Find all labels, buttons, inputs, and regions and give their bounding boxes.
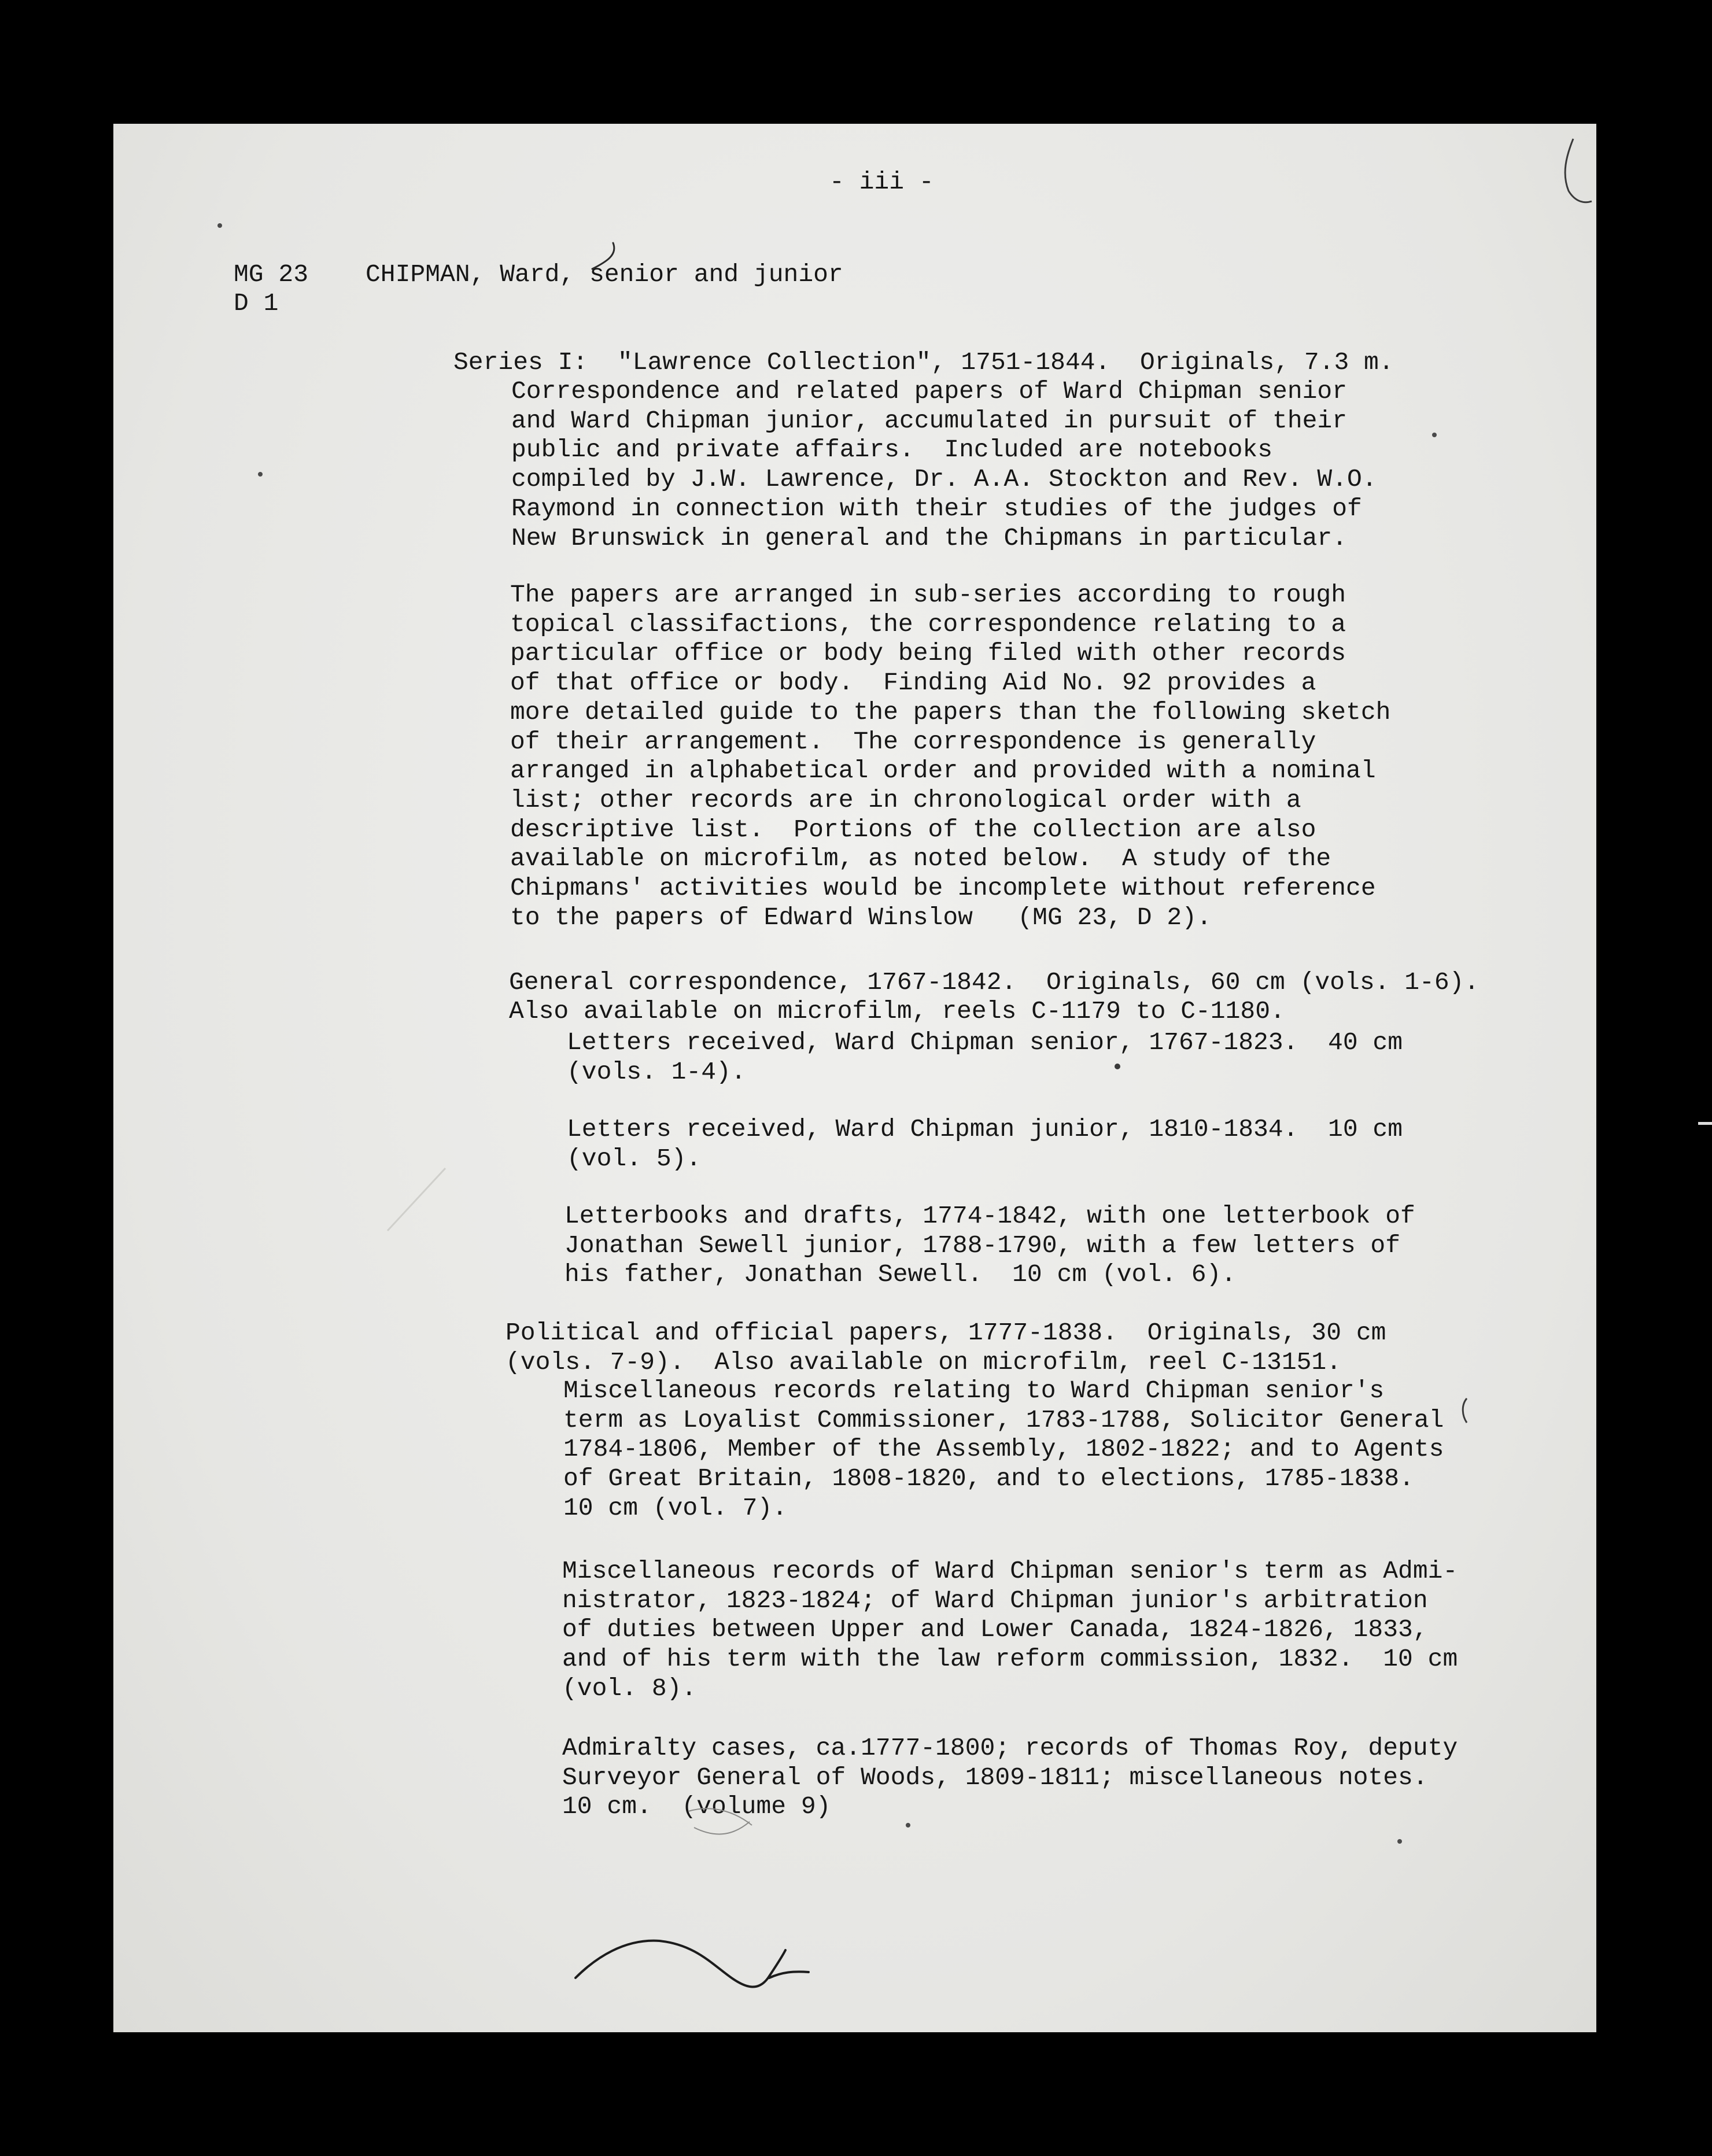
general-correspondence-item: Letters received, Ward Chipman senior, 1767-1823. 40 cm (vols. 1-4).	[567, 1028, 1403, 1086]
political-papers-item: Miscellaneous records relating to Ward Chipman senior's term as Loyalist Commissioner, 1783-1788, Solicitor General 1784-1806, Member of the Assembly, 1802-1822; and to Agents of Great Britain, 1808-1820, and to elections, 1785-1838. 10 cm (vol. 7).	[563, 1376, 1444, 1522]
document-page	[113, 124, 1596, 2032]
document-title: CHIPMAN, Ward, senior and junior	[366, 260, 843, 289]
page-number: - iii -	[829, 168, 934, 196]
reference-mg: MG 23	[234, 260, 309, 289]
edge-tick	[1698, 1122, 1712, 1125]
series-description: Correspondence and related papers of Ward Chipman senior and Ward Chipman junior, accumulated in pursuit of their public and private affairs. Included are notebooks compiled by J.W. Lawrence, Dr. A.A. Stockton and Rev. W.O. Raymond in connection with their studies of the judges of New Brunswick in general and the Chipmans in particular.	[511, 377, 1377, 552]
arrangement-paragraph: The papers are arranged in sub-series according to rough topical classifactions, the correspondence relating to a particular office or body being filed with other records of that office or body. Finding Aid No. 92 provides a more detailed guide to the papers than the following sketch of their arrangement. The correspondence is generally arranged in alphabetical order and provided with a nominal list; other records are in chronological order with a descriptive list. Portions of the collection are also available on microfilm, as noted below. A study of the Chipmans' activities would be incomplete without reference to the papers of Edward Winslow (MG 23, D 2).	[510, 581, 1391, 932]
general-correspondence-item: Letterbooks and drafts, 1774-1842, with one letterbook of Jonathan Sewell junior, 1788-1790, with a few letters of his father, Jonathan Sewell. 10 cm (vol. 6).	[564, 1202, 1415, 1289]
reference-d: D 1	[234, 289, 279, 318]
political-papers-heading: Political and official papers, 1777-1838. Originals, 30 cm (vols. 7-9). Also available on microfilm, reel C-13151.	[506, 1319, 1386, 1376]
general-correspondence-availability: Also available on microfilm, reels C-1179 to C-1180.	[509, 997, 1285, 1025]
series-heading: Series I: "Lawrence Collection", 1751-1844. Originals, 7.3 m.	[453, 348, 1394, 376]
political-papers-item: Admiralty cases, ca.1777-1800; records of Thomas Roy, deputy Surveyor General of Woods, 1809-1811; miscellaneous notes. 10 cm. (volume 9)	[562, 1734, 1458, 1821]
general-correspondence-item: Letters received, Ward Chipman junior, 1810-1834. 10 cm (vol. 5).	[567, 1115, 1403, 1173]
political-papers-item: Miscellaneous records of Ward Chipman senior's term as Admi- nistrator, 1823-1824; of Ward Chipman junior's arbitration of duties between Upper and Lower Canada, 1824-1826, 1833, and of his term with the law reform commission, 1832. 10 cm (vol. 8).	[562, 1557, 1458, 1703]
general-correspondence-heading: General correspondence, 1767-1842. Originals, 60 cm (vols. 1-6).	[509, 968, 1479, 996]
